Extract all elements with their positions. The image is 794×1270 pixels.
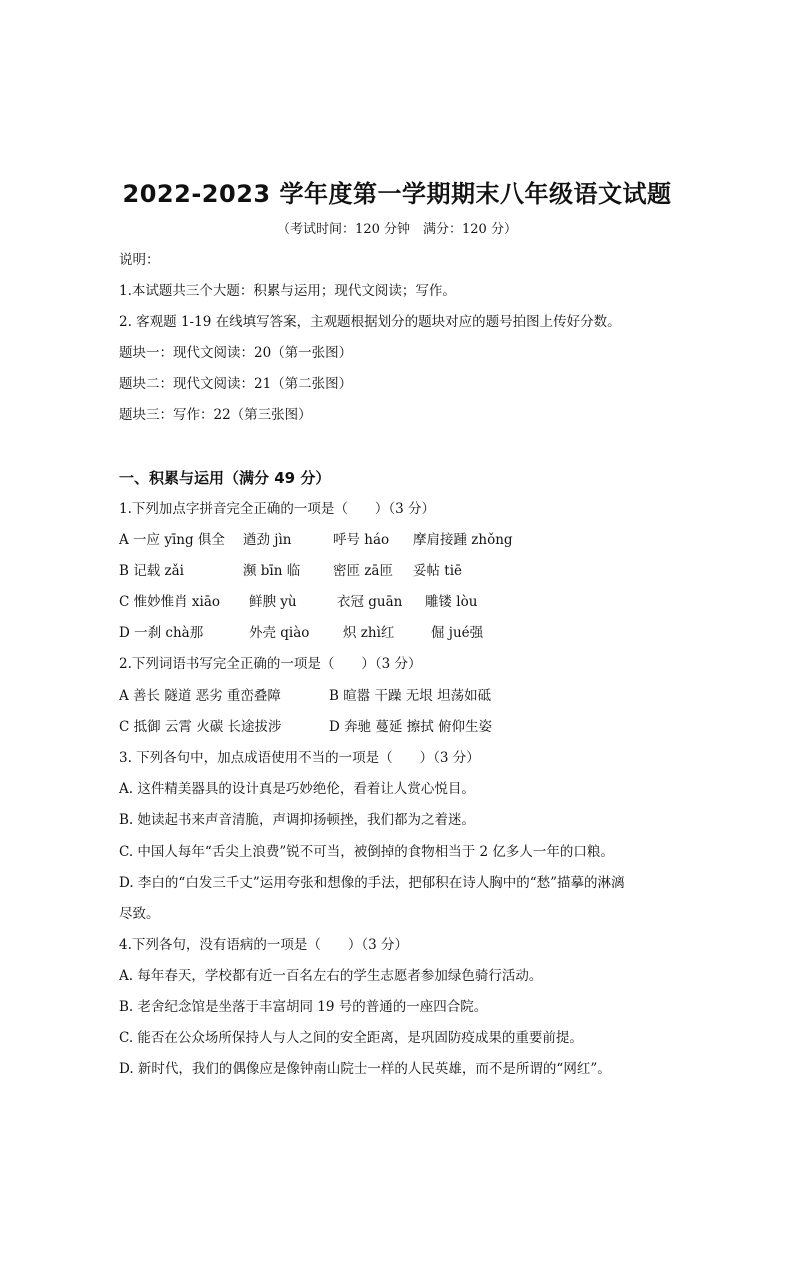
option-item: 密匝 zā匝 xyxy=(333,563,393,579)
note-5: 题块三：写作：22（第三张图） xyxy=(119,407,312,423)
question-3-option-c: C. 中国人每年“舌尖上浪费”锐不可当，被倒掉的食物相当于 2 亿多人一年的口粮。 xyxy=(119,844,614,860)
question-3-stem: 3. 下列各句中，加点成语使用不当的一项是（ ）（3 分） xyxy=(119,750,480,766)
option-item: 遒劲 jìn xyxy=(243,532,292,548)
option-item: 倔 jué强 xyxy=(431,625,484,641)
option-item: 鲜腴 yù xyxy=(249,594,297,610)
option-item: A 一应 yīng 俱全 xyxy=(119,532,225,548)
question-2-options-ab xyxy=(119,687,719,705)
option-item: 妥帖 tiē xyxy=(413,563,463,579)
option-item: C 惟妙惟肖 xiāo xyxy=(119,594,221,610)
option-item: 呼号 háo xyxy=(333,532,390,548)
option-item: A 善长 隧道 恶劣 重峦叠障 xyxy=(119,688,281,704)
note-1: 1.本试题共三个大题：积累与运用；现代文阅读；写作。 xyxy=(119,283,456,299)
question-3-option-b: B. 她读起书来声音清脆，声调抑扬顿挫，我们都为之着迷。 xyxy=(119,812,476,828)
question-1-stem: 1.下列加点字拼音完全正确的一项是（ ）（3 分） xyxy=(119,501,436,517)
notes-heading: 说明： xyxy=(119,252,160,268)
note-4: 题块二：现代文阅读：21（第二张图） xyxy=(119,376,353,392)
option-item: D 奔驰 蔓延 擦拭 俯仰生姿 xyxy=(329,719,492,735)
option-item: 衣冠 guān xyxy=(337,594,403,610)
option-item: 外壳 qiào xyxy=(249,625,310,641)
question-1-option-c xyxy=(119,593,719,611)
question-3-option-a: A. 这件精美器具的设计真是巧妙绝伦，看着让人赏心悦目。 xyxy=(119,781,475,797)
option-item: 炽 zhì红 xyxy=(343,625,395,641)
question-4-option-a: A. 每年春天，学校都有近一百名左右的学生志愿者参加绿色骑行活动。 xyxy=(119,968,543,984)
option-item: 濒 bīn 临 xyxy=(243,563,301,579)
question-4-option-d: D. 新时代，我们的偶像应是像钟南山院士一样的人民英雄，而不是所谓的“网红”。 xyxy=(119,1061,611,1077)
option-item: B 记载 zǎi xyxy=(119,563,184,579)
question-1-option-a xyxy=(119,531,719,549)
option-item: C 抵御 云霄 火碳 长途拔涉 xyxy=(119,719,282,735)
question-2-stem: 2.下列词语书写完全正确的一项是（ ）（3 分） xyxy=(119,656,422,672)
question-1-option-b xyxy=(119,562,719,580)
question-4-option-c: C. 能否在公众场所保持人与人之间的安全距离，是巩固防疫成果的重要前提。 xyxy=(119,1030,583,1046)
note-2: 2. 客观题 1-19 在线填写答案，主观题根据划分的题块对应的题号拍图上传好分数。 xyxy=(119,314,621,330)
question-4-option-b: B. 老舍纪念馆是坐落于丰富胡同 19 号的普通的一座四合院。 xyxy=(119,999,488,1015)
question-2-options-cd xyxy=(119,718,719,736)
exam-info: （考试时间：120 分钟 满分：120 分） xyxy=(277,222,517,237)
section-heading: 一、积累与运用（满分 49 分） xyxy=(119,469,331,487)
question-4-stem: 4.下列各句，没有语病的一项是（ ）（3 分） xyxy=(119,937,409,953)
question-3-option-d: D. 李白的“白发三千丈”运用夸张和想像的手法，把郁积在诗人胸中的“愁”描摹的淋漓 xyxy=(119,875,625,891)
page-title: 2022-2023 学年度第一学期期末八年级语文试题 xyxy=(122,180,672,208)
question-3-option-d-cont: 尽致。 xyxy=(119,906,160,922)
option-item: 雕镂 lòu xyxy=(425,594,478,610)
option-item: 摩肩接踵 zhǒng xyxy=(413,532,513,548)
option-item: B 暄嚣 干躁 无垠 坦荡如砥 xyxy=(329,688,492,704)
option-item: D 一刹 chà那 xyxy=(119,625,204,641)
question-1-option-d xyxy=(119,624,719,642)
note-3: 题块一：现代文阅读：20（第一张图） xyxy=(119,345,353,361)
